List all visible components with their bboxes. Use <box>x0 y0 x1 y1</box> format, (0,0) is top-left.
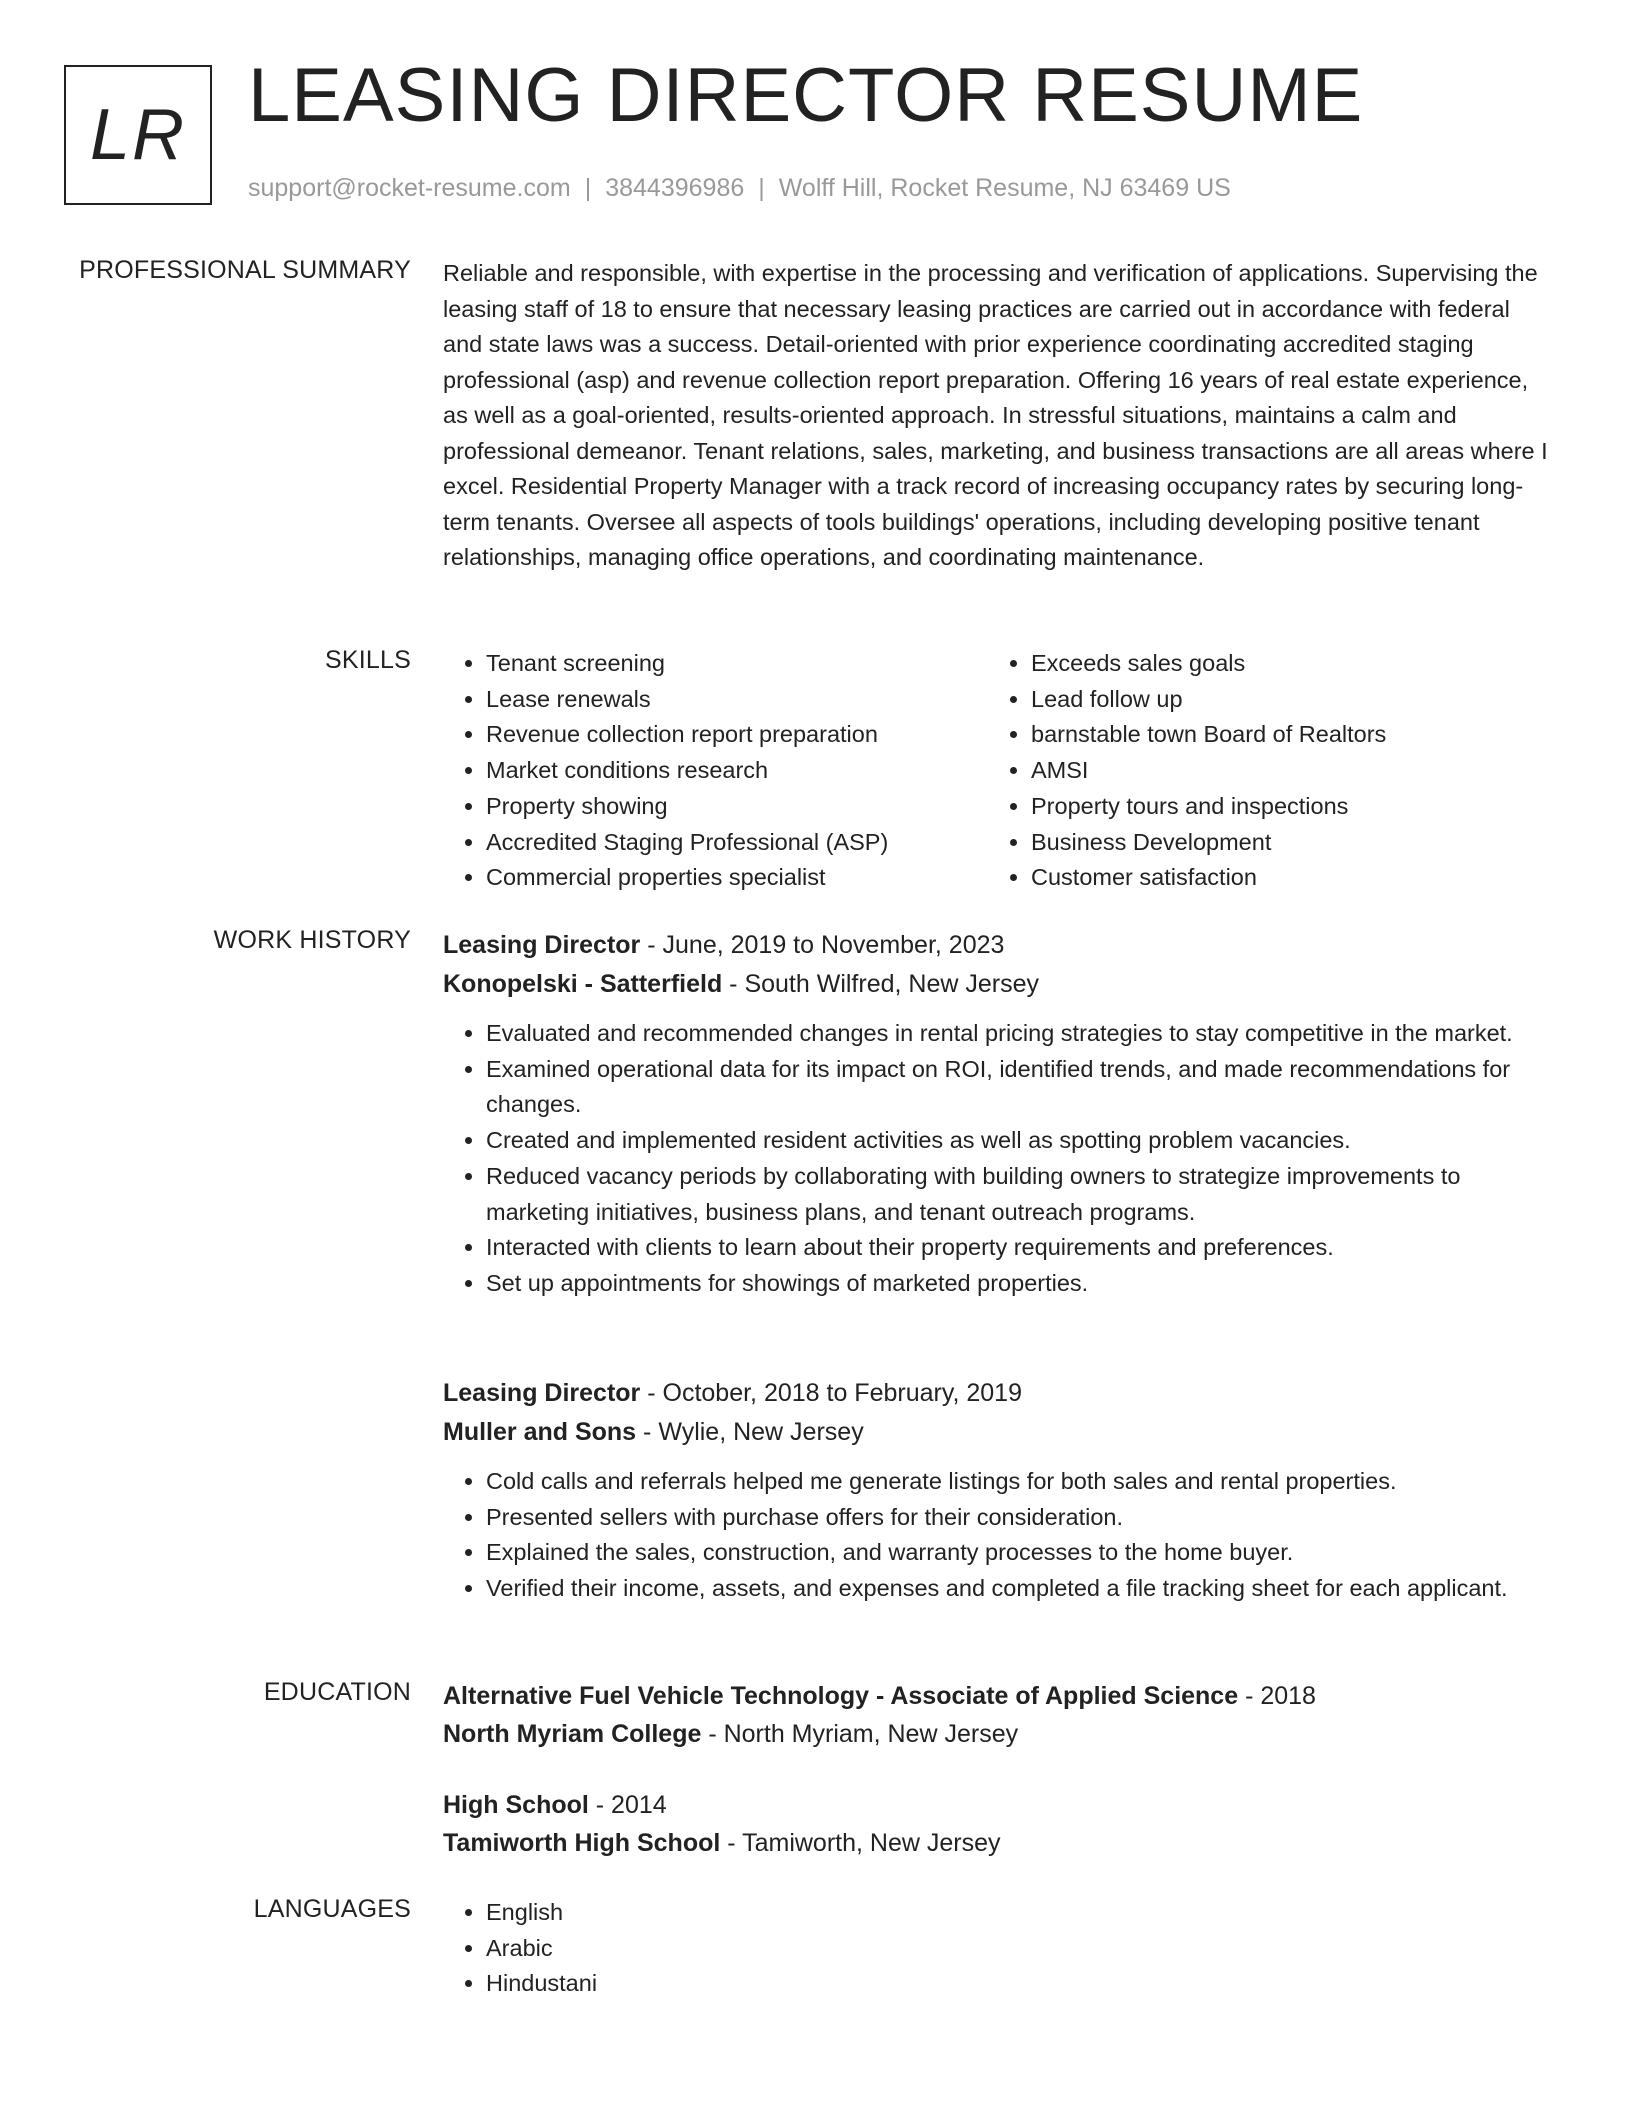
skill-item: • Business Development <box>1031 825 1386 861</box>
education-degree-line <box>443 1678 1548 1716</box>
contact-separator: | <box>584 174 592 202</box>
resume-title: LEASING DIRECTOR RESUME <box>248 53 1364 138</box>
skill-item: • Customer satisfaction <box>1031 860 1386 896</box>
job-company: Konopelski - Satterfield <box>443 970 723 998</box>
job-dates: - October, 2018 to February, 2019 <box>647 1379 1022 1407</box>
contact-phone: 3844396986 <box>605 174 745 202</box>
skills-column-2 <box>988 646 1386 896</box>
education-entry <box>443 1678 1548 1753</box>
job-bullet: • Explained the sales, construction, and warranty processes to the home buyer. <box>486 1535 1548 1571</box>
skill-item: • Property showing <box>486 789 888 825</box>
contact-address: Wolff Hill, Rocket Resume, NJ 63469 US <box>778 174 1231 202</box>
job-bullet: • Presented sellers with purchase offers for their consideration. <box>486 1500 1548 1536</box>
job-bullet: • Cold calls and referrals helped me generate listings for both sales and rental properties. <box>486 1464 1548 1500</box>
monogram-logo: LR <box>64 65 212 205</box>
job-company-line <box>443 965 1548 1004</box>
job-entry <box>443 926 1548 1302</box>
section-label-languages: LANGUAGES <box>253 1895 411 1923</box>
job-bullet: • Evaluated and recommended changes in rental pricing strategies to stay competitive in the market. <box>486 1016 1548 1052</box>
job-title-line <box>443 1374 1548 1413</box>
education-entry <box>443 1787 1548 1862</box>
section-label-education: EDUCATION <box>263 1678 411 1706</box>
education-year: - 2014 <box>595 1791 667 1819</box>
skill-item: • Tenant screening <box>486 646 888 682</box>
skill-item: • Market conditions research <box>486 753 888 789</box>
education-school-line <box>443 1825 1548 1863</box>
job-title: Leasing Director <box>443 1379 641 1407</box>
skills-column-1 <box>443 646 888 896</box>
job-bullet: • Examined operational data for its impact on ROI, identified trends, and made recommendations for changes. <box>486 1052 1548 1123</box>
contact-separator: | <box>758 174 765 202</box>
job-title-line <box>443 926 1548 965</box>
skill-item: • Exceeds sales goals <box>1031 646 1386 682</box>
summary-text: Reliable and responsible, with expertise in the processing and verification of applications. Supervising the leasing staff of 18 to ensure that necessary leasing practices are carried out in accordance with federal and state laws was a success. Detail-oriented with prior experience coordinating accredited staging professional (asp) and revenue collection report preparation. Offering 16 years of real estate experience, as well as a goal-oriented, results-oriented approach. In stressful situations, maintains a calm and professional demeanor. Tenant relations, sales, marketing, and business transactions are all areas where I excel. Residential Property Manager with a track record of increasing occupancy rates by securing long-term tenants. Oversee all aspects of tools buildings' operations, including developing positive tenant relationships, managing office operations, and coordinating maintenance. <box>443 260 1548 570</box>
skill-item: • Lead follow up <box>1031 682 1386 718</box>
job-bullet: • Verified their income, assets, and expenses and completed a file tracking sheet for each applicant. <box>486 1571 1548 1607</box>
job-bullet: • Reduced vacancy periods by collaborating with building owners to strategize improvements to marketing initiatives, business plans, and tenant outreach programs. <box>486 1159 1548 1230</box>
language-item: • English <box>486 1895 1548 1931</box>
contact-email: support@rocket-resume.com <box>248 174 571 202</box>
education-degree: High School <box>443 1791 589 1819</box>
languages-content <box>443 1895 1548 2002</box>
education-degree: Alternative Fuel Vehicle Technology - Associate of Applied Science <box>443 1682 1239 1710</box>
education-year: - 2018 <box>1245 1682 1316 1710</box>
section-label-skills: SKILLS <box>325 646 411 674</box>
education-location: - Tamiworth, New Jersey <box>727 1828 1001 1857</box>
job-location: - Wylie, New Jersey <box>643 1418 864 1446</box>
job-location: - South Wilfred, New Jersey <box>729 970 1039 998</box>
skill-item: • Accredited Staging Professional (ASP) <box>486 825 888 861</box>
job-company: Muller and Sons <box>443 1418 637 1446</box>
job-entry <box>443 1374 1548 1607</box>
contact-line <box>248 174 1231 203</box>
skill-item: • AMSI <box>1031 753 1386 789</box>
job-bullet: • Created and implemented resident activities as well as spotting problem vacancies. <box>486 1123 1548 1159</box>
education-degree-line <box>443 1787 1548 1825</box>
language-item: • Arabic <box>486 1931 1548 1967</box>
skill-item: • Revenue collection report preparation <box>486 717 888 753</box>
skill-item: • Commercial properties specialist <box>486 860 888 896</box>
section-label-work-history: WORK HISTORY <box>213 926 411 954</box>
job-title: Leasing Director <box>443 931 641 959</box>
job-bullet: • Interacted with clients to learn about their property requirements and preferences. <box>486 1230 1548 1266</box>
education-school-line <box>443 1716 1548 1754</box>
education-location: - North Myriam, New Jersey <box>708 1719 1019 1748</box>
summary-content <box>443 256 1548 576</box>
skill-item: • Lease renewals <box>486 682 888 718</box>
skill-item: • barnstable town Board of Realtors <box>1031 717 1386 753</box>
education-school: Tamiworth High School <box>443 1828 721 1857</box>
education-school: North Myriam College <box>443 1719 702 1748</box>
job-dates: - June, 2019 to November, 2023 <box>647 931 1005 959</box>
language-item: • Hindustani <box>486 1966 1548 2002</box>
job-company-line <box>443 1413 1548 1452</box>
skill-item: • Property tours and inspections <box>1031 789 1386 825</box>
job-bullet: • Set up appointments for showings of marketed properties. <box>486 1266 1548 1302</box>
section-label-summary: PROFESSIONAL SUMMARY <box>79 256 411 284</box>
